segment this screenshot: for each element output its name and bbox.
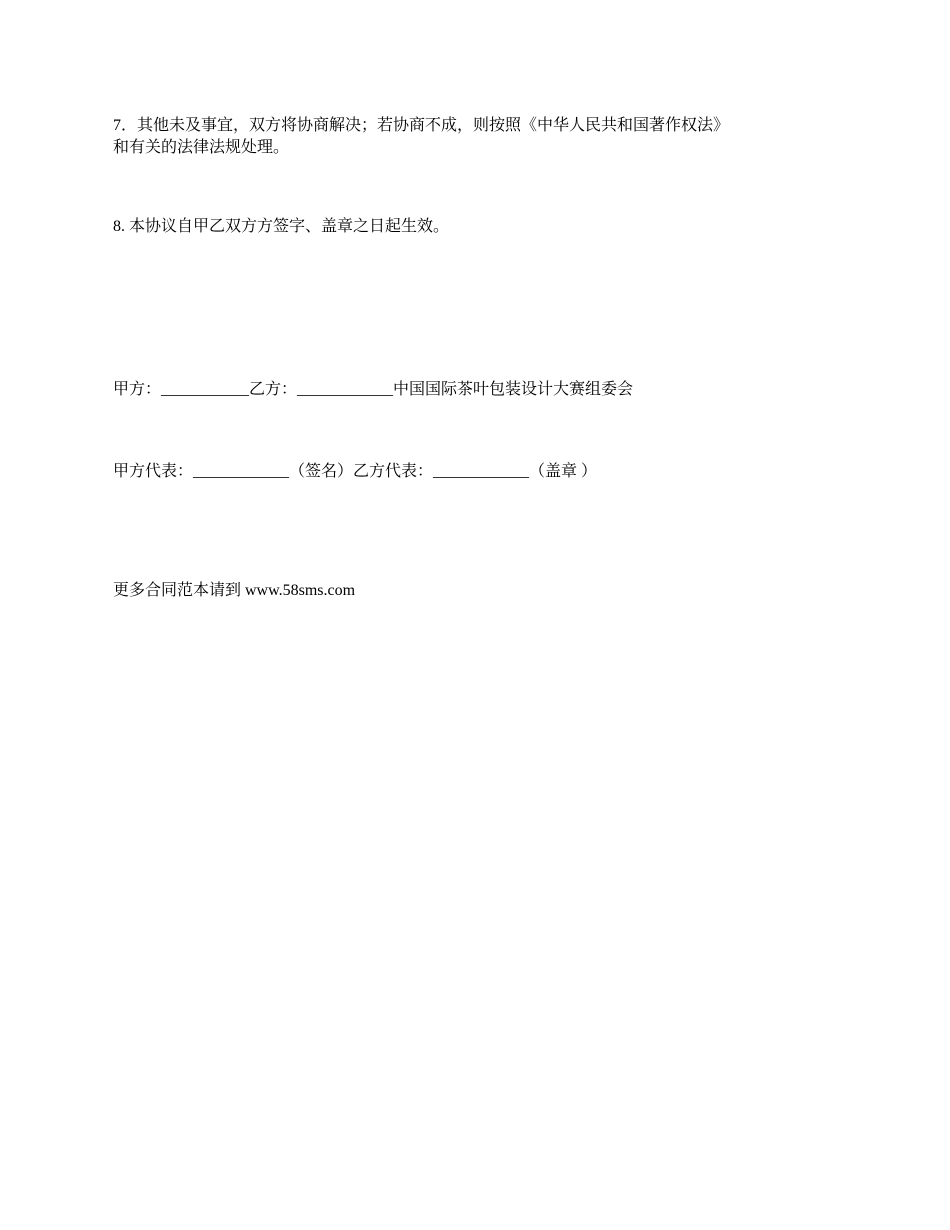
parties-signature-line: 甲方：___________乙方：____________中国国际茶叶包装设计大赛组委会	[113, 381, 634, 398]
clause-8: 8. 本协议自甲乙双方方签字、盖章之日起生效。	[113, 218, 450, 235]
clause-7-line-1: 7．其他未及事宜，双方将协商解决；若协商不成，则按照《中华人民共和国著作权法》	[113, 117, 730, 134]
footer-more-templates: 更多合同范本请到 www.58sms.com	[113, 582, 356, 599]
clause-7-line-2: 和有关的法律法规处理。	[113, 139, 290, 156]
representatives-signature-line: 甲方代表：____________（签名）乙方代表：____________（盖章 ）	[113, 463, 598, 480]
